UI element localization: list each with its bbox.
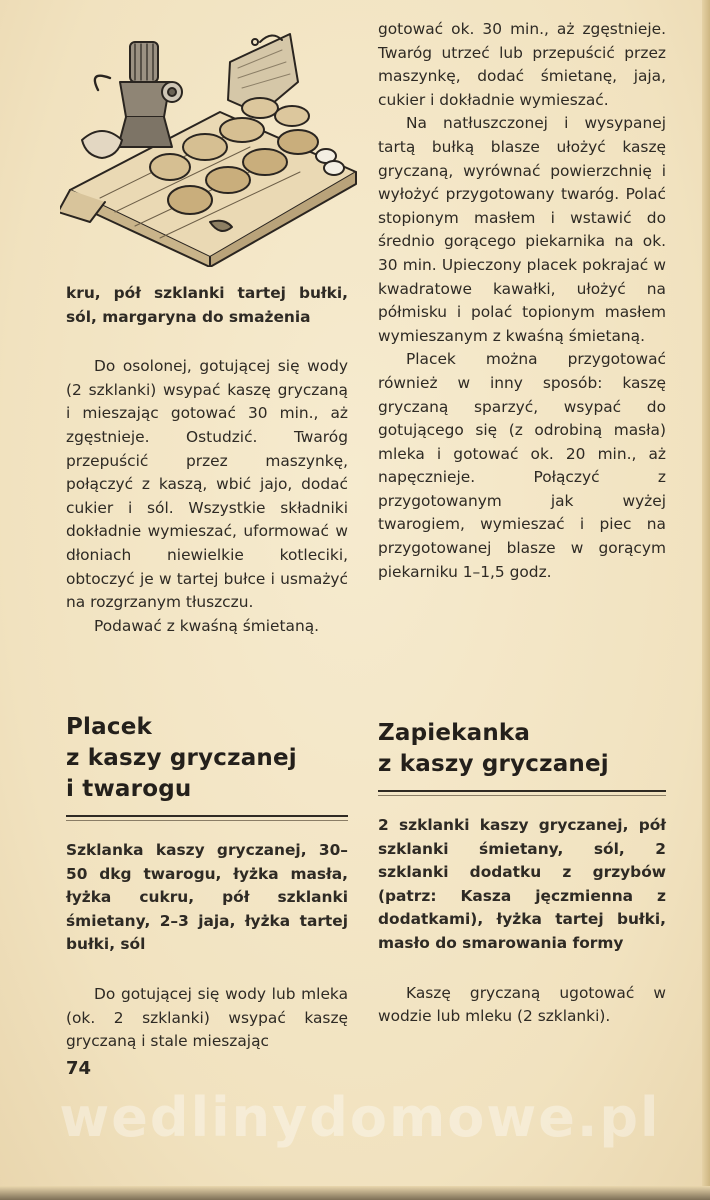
recipe-title-line: Zapiekanka bbox=[378, 720, 531, 746]
recipe-title-line: z kaszy gryczanej bbox=[378, 751, 609, 777]
watermark: wedlinydomowe.pl bbox=[59, 1086, 661, 1149]
recipe-ingredients: 2 szklanki kaszy gryczanej, pół szklanki śmietany, sól, 2 szklanki dodatku z grzybów (patrz: Kasza jęczmienna z dodatkami), łyżka tartej bułki, masło do smarowania formy bbox=[378, 816, 666, 952]
method-paragraph: Na natłuszczonej i wysypanej tartą bułką blasze ułożyć kaszę gryczaną, wyrównać powierzchnię i wyłożyć przygotowany twaróg. Polać stopionym masłem i wstawić do średnio gorącego piekarnika na ok. 30 min. Upieczony placek pokrajać w kwadratowe kawałki, ułożyć na półmisku i polać topionym masłem wymieszanym z kwaśną śmietaną. bbox=[378, 114, 666, 345]
title-rule bbox=[378, 790, 666, 792]
recipe-title bbox=[66, 712, 348, 805]
recipe-ingredients: Szklanka kaszy gryczanej, 30–50 dkg twarogu, łyżka masła, łyżka cukru, pół szklanki śmietany, 2–3 jaja, łyżka tartej bułki, sól bbox=[66, 841, 348, 954]
recipe-zapiekanka bbox=[378, 718, 666, 1029]
recipe-method: Do gotującej się wody lub mleka (ok. 2 szklanki) wsypać kaszę gryczaną i stale mieszając bbox=[66, 984, 348, 1051]
right-column-top bbox=[378, 18, 666, 584]
method-paragraph: Placek można przygotować również w inny sposób: kaszę gryczaną sparzyć, wsypać do gotującego się (z odrobiną masła) mleka i gotować ok. 20 min., aż napęcznieje. Połączyć z przygotowanym jak wyżej twarogiem, wymieszać i piec na przygotowanej blasze w gorącym piekarniku 1–1,5 godz. bbox=[378, 350, 666, 581]
method-paragraph: gotować ok. 30 min., aż zgęstnieje. Twaróg utrzeć lub przepuścić przez maszynkę, dodać śmietanę, jaja, cukier i dokładnie wymieszać. bbox=[378, 20, 666, 109]
method-paragraph: Do osolonej, gotującej się wody (2 szklanki) wsypać kaszę gryczaną i mieszając gotować 30 min., aż zgęstnieje. Ostudzić. Twaróg przepuścić przez maszynkę, połączyć z kaszą, wbić jajo, dodać cukier i sól. Wszystkie składniki dokładnie wymieszać, uformować w dłoniach niewielkie kotleciki, obtoczyć je w tartej bułce i usmażyć na rozgrzanym tłuszczu. bbox=[66, 357, 348, 612]
recipe-title-line: z kaszy gryczanej bbox=[66, 745, 297, 771]
recipe-title-line: Placek bbox=[66, 714, 152, 740]
method-paragraph: Podawać z kwaśną śmietaną. bbox=[94, 616, 320, 635]
recipe-title bbox=[378, 718, 666, 780]
title-rule-thin bbox=[378, 795, 666, 796]
kitchen-illustration bbox=[60, 22, 360, 267]
recipe-title-line: i twarogu bbox=[66, 776, 192, 802]
page-edge-bottom bbox=[0, 1186, 710, 1200]
left-column-top bbox=[66, 282, 348, 638]
page-edge-right bbox=[702, 0, 710, 1200]
title-rule bbox=[66, 815, 348, 817]
title-rule-thin bbox=[66, 820, 348, 821]
recipe-placek bbox=[66, 712, 348, 1054]
recipe-method: Kaszę gryczaną ugotować w wodzie lub mleku (2 szklanki). bbox=[378, 983, 666, 1026]
ingredients-tail: kru, pół szklanki tartej bułki, sól, margaryna do smażenia bbox=[66, 284, 348, 326]
page-number: 74 bbox=[66, 1058, 92, 1079]
